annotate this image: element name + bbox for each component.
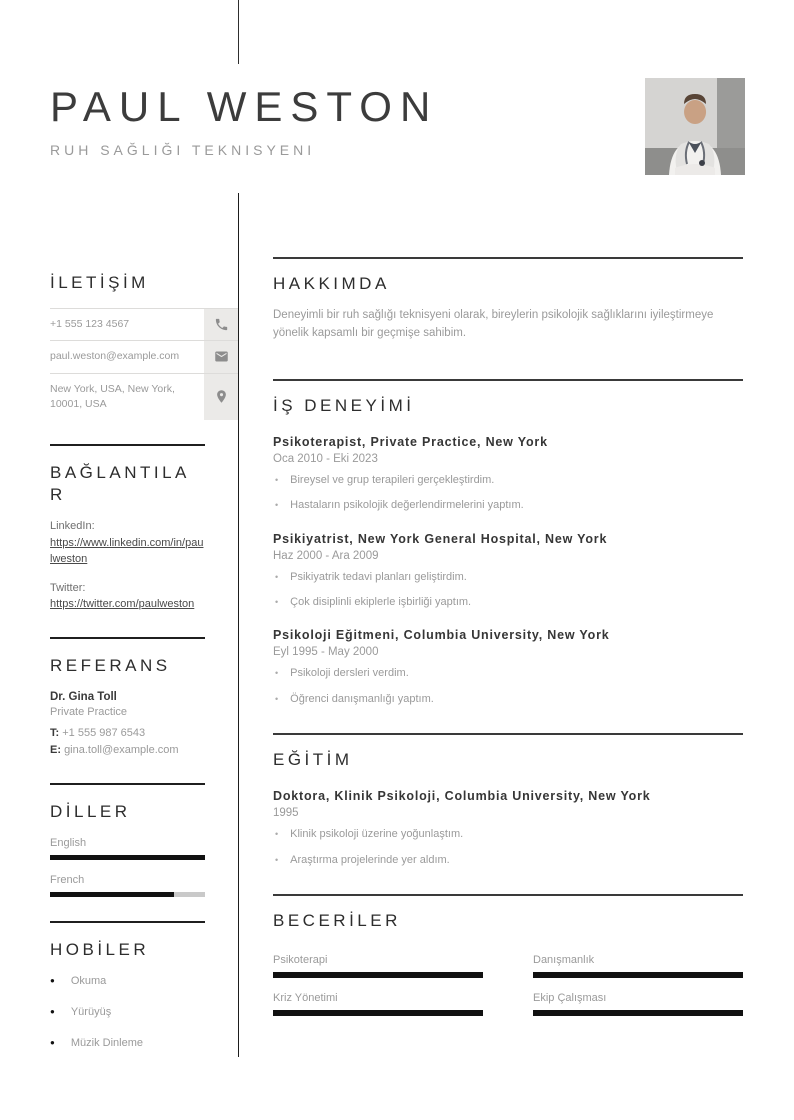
language-item xyxy=(50,874,205,897)
job-bullet: • Psikiyatrik tedavi planları geliştirdim. xyxy=(273,570,743,585)
education-entry xyxy=(273,789,743,868)
skill-item xyxy=(533,992,743,1016)
skills-heading: BECERİLER xyxy=(273,911,401,931)
link-item-twitter xyxy=(50,580,205,613)
reference-name: Dr. Gina Toll xyxy=(50,690,117,703)
links-heading: BAĞLANTILAR xyxy=(50,462,190,505)
experience-heading: İŞ DENEYİMİ xyxy=(273,395,415,415)
job-bullet-list xyxy=(273,666,743,707)
language-name: English xyxy=(50,836,87,849)
job-bullet: • Bireysel ve grup terapileri gerçekleştirdim. xyxy=(273,473,743,488)
skill-name: Ekip Çalışması xyxy=(533,992,607,1005)
linkedin-label: LinkedIn: xyxy=(50,520,95,533)
section-rule xyxy=(273,257,743,259)
job-title: Psikiyatrist, New York General Hospital, New York xyxy=(273,531,608,546)
reference-section xyxy=(50,655,205,759)
reference-phone xyxy=(50,726,205,741)
contact-row-email xyxy=(50,341,238,373)
language-level-fill xyxy=(50,892,174,897)
section-rule xyxy=(50,444,205,446)
language-level-bar xyxy=(50,855,205,860)
job-title: Psikoloji Eğitmeni, Columbia University, New York xyxy=(273,628,610,643)
about-text: Deneyimli bir ruh sağlığı teknisyeni olarak, bireylerin psikolojik sağlıklarını iyileştirmeye yönelik kapsamlı bir geçmişe sahibim. xyxy=(273,309,714,339)
skill-name: Kriz Yönetimi xyxy=(273,992,338,1005)
contact-list xyxy=(50,308,238,420)
header xyxy=(50,84,610,158)
job-dates: Haz 2000 - Ara 2009 xyxy=(273,549,379,562)
links-section xyxy=(50,462,205,613)
reference-company: Private Practice xyxy=(50,705,128,718)
job-entry xyxy=(273,532,743,611)
section-rule xyxy=(273,894,743,896)
envelope-icon xyxy=(204,341,238,372)
skill-level-fill xyxy=(533,1010,743,1016)
job-bullet: • Çok disiplinli ekiplerle işbirliği yaptım. xyxy=(273,595,743,610)
top-accent-line xyxy=(238,0,239,64)
reference-phone-value: +1 555 987 6543 xyxy=(62,726,146,739)
job-dates: Oca 2010 - Eki 2023 xyxy=(273,452,378,465)
linkedin-link[interactable]: https://www.linkedin.com/in/paulweston xyxy=(50,536,204,566)
reference-email xyxy=(50,743,205,758)
main-column xyxy=(273,257,743,1016)
reference-email-label: E: xyxy=(50,744,61,757)
link-item-linkedin xyxy=(50,518,205,568)
job-bullet: • Psikoloji dersleri verdim. xyxy=(273,666,743,681)
hobbies-section xyxy=(50,939,205,1049)
skill-item xyxy=(533,954,743,978)
education-bullet: • Klinik psikoloji üzerine yoğunlaştım. xyxy=(273,827,743,842)
contact-heading: İLETİŞİM xyxy=(50,273,149,292)
skill-level-fill xyxy=(533,972,743,978)
job-dates: Eyl 1995 - May 2000 xyxy=(273,646,379,659)
job-title: Psikoterapist, Private Practice, New York xyxy=(273,434,548,449)
skill-level-bar xyxy=(273,972,483,978)
section-rule xyxy=(50,921,205,923)
skill-item xyxy=(273,954,483,978)
about-heading: HAKKIMDA xyxy=(273,274,390,293)
twitter-link[interactable]: https://twitter.com/paulweston xyxy=(50,598,195,611)
person-name: PAUL WESTON xyxy=(50,83,439,130)
skill-item xyxy=(273,992,483,1016)
language-item xyxy=(50,837,205,860)
section-rule xyxy=(50,637,205,639)
location-pin-icon xyxy=(204,374,238,420)
reference-email-value: gina.toll@example.com xyxy=(64,744,179,757)
section-rule xyxy=(273,379,743,381)
skill-level-bar xyxy=(273,1010,483,1016)
languages-heading: DİLLER xyxy=(50,801,131,821)
job-title-subtitle: RUH SAĞLIĞI TEKNISYENI xyxy=(50,142,316,159)
section-rule xyxy=(273,733,743,735)
email-value: paul.weston@example.com xyxy=(50,350,180,363)
skill-level-fill xyxy=(273,972,483,978)
twitter-label: Twitter: xyxy=(50,581,86,594)
job-bullet: • Öğrenci danışmanlığı yaptım. xyxy=(273,692,743,707)
reference-phone-label: T: xyxy=(50,726,60,739)
section-rule xyxy=(50,783,205,785)
job-bullet-list xyxy=(273,473,743,514)
skill-name: Psikoterapi xyxy=(273,954,328,967)
hobby-item: ● Okuma xyxy=(50,975,205,987)
column-divider-line xyxy=(238,193,239,1057)
job-bullet-list xyxy=(273,570,743,611)
education-bullet-list xyxy=(273,827,743,868)
education-bullet: • Araştırma projelerinde yer aldım. xyxy=(273,853,743,868)
skill-level-bar xyxy=(533,1010,743,1016)
language-level-bar xyxy=(50,892,205,897)
degree-title: Doktora, Klinik Psikoloji, Columbia University, New York xyxy=(273,789,651,804)
hobbies-heading: HOBİLER xyxy=(50,939,150,959)
job-entry xyxy=(273,628,743,707)
language-level-fill xyxy=(50,855,205,860)
profile-photo xyxy=(645,78,745,175)
contact-row-address xyxy=(50,374,238,420)
skill-level-bar xyxy=(533,972,743,978)
languages-section xyxy=(50,801,205,897)
sidebar xyxy=(50,272,238,1068)
hobby-item: ● Müzik Dinleme xyxy=(50,1037,205,1049)
skill-level-fill xyxy=(273,1010,483,1016)
job-bullet: • Hastaların psikolojik değerlendirmelerini yaptım. xyxy=(273,498,743,513)
language-name: French xyxy=(50,873,85,886)
education-heading: EĞİTİM xyxy=(273,750,353,770)
job-entry xyxy=(273,435,743,514)
reference-heading: REFERANS xyxy=(50,655,171,675)
skill-name: Danışmanlık xyxy=(533,954,595,967)
degree-year: 1995 xyxy=(273,807,299,820)
contact-row-phone xyxy=(50,309,238,341)
phone-icon xyxy=(204,309,238,340)
address-value: New York, USA, New York, 10001, USA xyxy=(50,382,175,410)
hobby-item: ● Yürüyüş xyxy=(50,1006,205,1018)
hobby-list xyxy=(50,975,205,1049)
phone-value: +1 555 123 4567 xyxy=(50,318,130,331)
skills-grid xyxy=(273,954,743,1016)
